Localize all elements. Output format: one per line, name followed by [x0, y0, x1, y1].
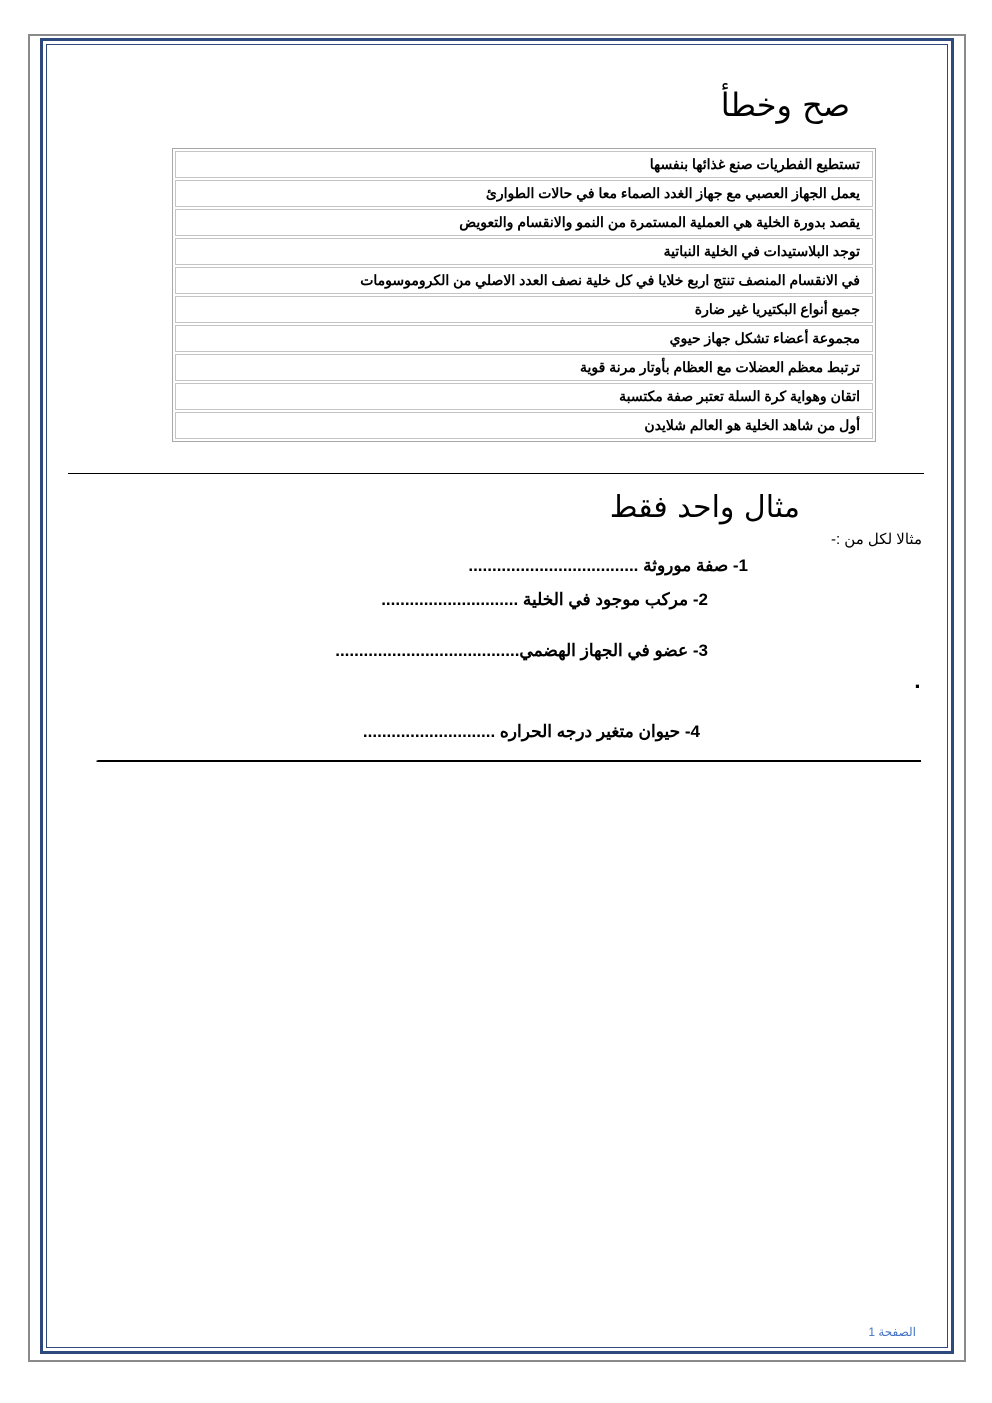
table-row [175, 383, 873, 410]
statement-cell: جميع أنواع البكتيريا غير ضارة [175, 296, 873, 323]
example-question-4: 4- حيوان متغير درجه الحراره ............................ [362, 722, 700, 741]
statement-cell: اتقان وهواية كرة السلة تعتبر صفة مكتسبة [175, 383, 873, 410]
table-row [175, 412, 873, 439]
page-title: صح وخطأ [720, 86, 850, 124]
example-question-2: 2- مركب موجود في الخلية ............................. [381, 590, 708, 609]
statement-cell: توجد البلاستيدات في الخلية النباتية [175, 238, 873, 265]
statement-cell: ترتبط معظم العضلات مع العظام بأوتار مرنة قوية [175, 354, 873, 381]
statement-cell: مجموعة أعضاء تشكل جهاز حيوي [175, 325, 873, 352]
true-false-table [172, 148, 876, 442]
end-rule [98, 760, 921, 762]
table-row [175, 354, 873, 381]
table-row [175, 296, 873, 323]
section-divider [68, 473, 924, 474]
statement-cell: أول من شاهد الخلية هو العالم شلايدن [175, 412, 873, 439]
example-question-1: 1- صفة موروثة .................................... [468, 556, 748, 575]
examples-instruction: مثالا لكل من :- [830, 531, 922, 548]
statement-cell: تستطيع الفطريات صنع غذائها بنفسها [175, 151, 873, 178]
table-row [175, 151, 873, 178]
table-row [175, 238, 873, 265]
statement-cell: في الانقسام المنصف تنتج اربع خلايا في كل خلية نصف العدد الاصلي من الكروموسومات [175, 267, 873, 294]
page-number: الصفحة 1 [868, 1325, 916, 1339]
table-row [175, 180, 873, 207]
table-row [175, 267, 873, 294]
table-row [175, 325, 873, 352]
table-row [175, 209, 873, 236]
examples-title: مثال واحد فقط [609, 490, 800, 525]
example-question-3: 3- عضو في الجهاز الهضمي....................................... [335, 641, 708, 660]
end-dash: - [96, 752, 101, 768]
statement-cell: يعمل الجهاز العصبي مع جهاز الغدد الصماء معا في حالات الطوارئ [175, 180, 873, 207]
statement-cell: يقصد بدورة الخلية هي العملية المستمرة من النمو والانقسام والتعويض [175, 209, 873, 236]
stray-dot: . [914, 672, 921, 693]
